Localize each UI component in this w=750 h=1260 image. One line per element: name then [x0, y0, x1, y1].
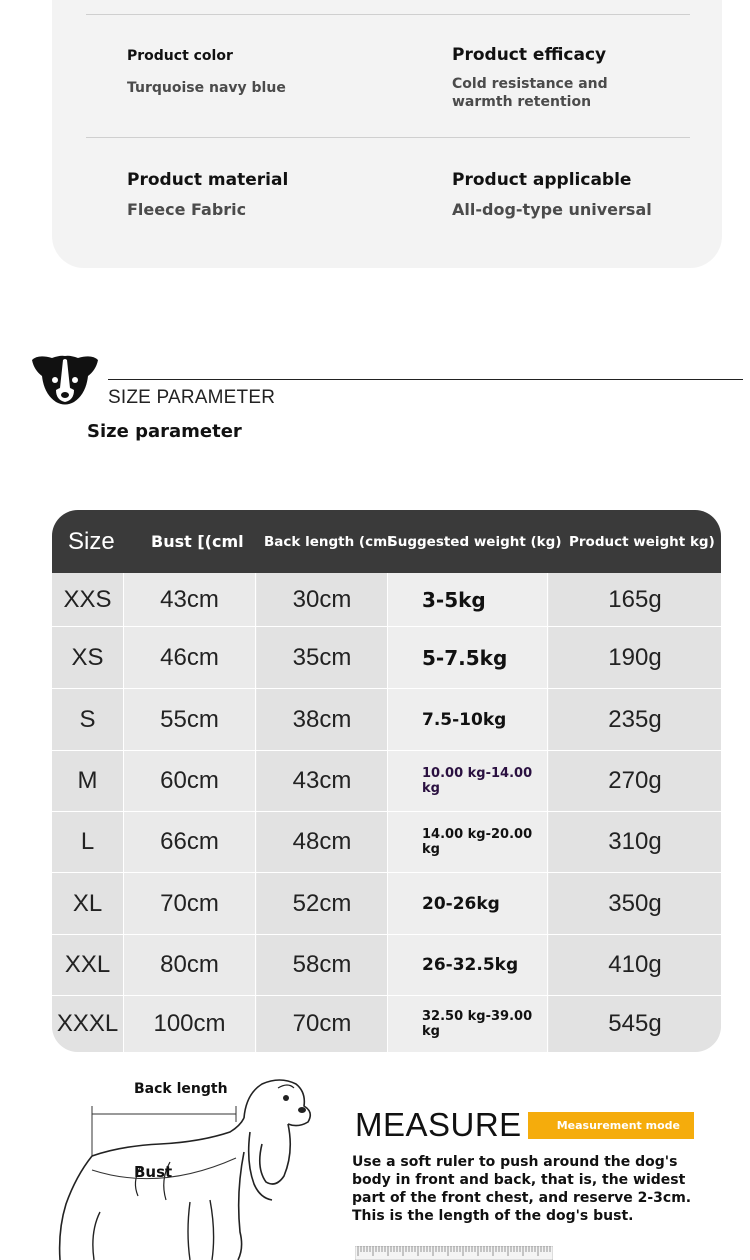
cell-product-weight: 270g: [549, 751, 721, 811]
cell-bust: 70cm: [124, 873, 255, 934]
product-efficacy-label: Product efficacy: [452, 45, 607, 65]
cell-size: S: [52, 689, 123, 750]
product-material-block: [127, 170, 288, 219]
size-table-body: [52, 573, 721, 1052]
cell-back-length: 35cm: [257, 627, 387, 688]
cell-product-weight: 545g: [549, 996, 721, 1052]
column-separator: [387, 573, 388, 1052]
measure-title: MEASURE: [355, 1106, 522, 1143]
divider: [86, 137, 690, 138]
cell-back-length: 43cm: [257, 751, 387, 811]
back-length-label: Back length: [134, 1081, 228, 1097]
product-material-value: Fleece Fabric: [127, 200, 247, 219]
product-color-block: [127, 48, 286, 96]
size-table-header: [52, 510, 721, 573]
dog-measurement-illustration: [40, 1072, 320, 1260]
section-header-line: [108, 379, 743, 380]
header-size: Size: [68, 527, 115, 555]
cell-back-length: 52cm: [257, 873, 387, 934]
header-product-weight: Product weight kg): [569, 533, 715, 550]
cell-suggested-weight: 3-5kg: [388, 573, 547, 626]
product-material-label: Product material: [127, 170, 289, 190]
measure-instructions: Use a soft ruler to push around the dog's body in front and back, that is, the widest part of the front chest, and reserve 2-3cm. This is the length of the dog's bust.: [352, 1154, 692, 1224]
cell-bust: 100cm: [124, 996, 255, 1052]
ruler-icon: [355, 1246, 553, 1260]
cell-bust: 66cm: [124, 812, 255, 872]
cell-bust: 60cm: [124, 751, 255, 811]
product-efficacy-value-line1: Cold resistance and: [452, 76, 608, 92]
section-subtitle: Size parameter: [87, 421, 242, 442]
bust-label: Bust: [134, 1163, 173, 1181]
cell-size: XS: [52, 627, 123, 688]
product-color-label: Product color: [127, 48, 233, 64]
cell-back-length: 58cm: [257, 935, 387, 995]
cell-suggested-weight: 32.50 kg-39.00 kg: [388, 996, 547, 1052]
divider: [86, 14, 690, 15]
header-back-length: Back length (cml: [264, 533, 392, 550]
product-efficacy-value: [452, 75, 608, 111]
cell-suggested-weight: 7.5-10kg: [388, 689, 547, 750]
cell-suggested-weight: 10.00 kg-14.00 kg: [388, 751, 547, 811]
product-applicable-value: All-dog-type universal: [452, 200, 652, 219]
header-suggested-weight: Suggested weight (kg): [388, 533, 562, 550]
column-separator: [123, 573, 124, 1052]
cell-back-length: 48cm: [257, 812, 387, 872]
cell-size: XL: [52, 873, 123, 934]
cell-product-weight: 190g: [549, 627, 721, 688]
dog-face-logo-icon: [30, 354, 100, 408]
cell-back-length: 30cm: [257, 573, 387, 626]
section-title-en: SIZE PARAMETER: [108, 387, 276, 408]
cell-product-weight: 350g: [549, 873, 721, 934]
cell-suggested-weight: 14.00 kg-20.00 kg: [388, 812, 547, 872]
column-separator: [547, 573, 548, 1052]
cell-back-length: 38cm: [257, 689, 387, 750]
header-bust: Bust [(cml: [151, 532, 244, 551]
product-applicable-block: [452, 170, 652, 219]
cell-bust: 55cm: [124, 689, 255, 750]
cell-back-length: 70cm: [257, 996, 387, 1052]
cell-size: XXXL: [52, 996, 123, 1052]
measurement-mode-banner: Measurement mode: [528, 1112, 694, 1139]
cell-suggested-weight: 26-32.5kg: [388, 935, 547, 995]
column-separator: [255, 573, 256, 1052]
cell-size: L: [52, 812, 123, 872]
product-info-card: [52, 0, 722, 268]
product-efficacy-block: [452, 45, 608, 111]
cell-product-weight: 165g: [549, 573, 721, 626]
product-efficacy-value-line2: warmth retention: [452, 94, 592, 110]
cell-size: XXL: [52, 935, 123, 995]
cell-bust: 43cm: [124, 573, 255, 626]
cell-product-weight: 410g: [549, 935, 721, 995]
size-table: [52, 510, 721, 1052]
cell-bust: 46cm: [124, 627, 255, 688]
cell-product-weight: 310g: [549, 812, 721, 872]
cell-suggested-weight: 5-7.5kg: [388, 627, 547, 688]
cell-product-weight: 235g: [549, 689, 721, 750]
cell-bust: 80cm: [124, 935, 255, 995]
cell-size: M: [52, 751, 123, 811]
product-applicable-label: Product applicable: [452, 170, 632, 190]
product-color-value: Turquoise navy blue: [127, 80, 286, 96]
cell-suggested-weight: 20-26kg: [388, 873, 547, 934]
cell-size: XXS: [52, 573, 123, 626]
